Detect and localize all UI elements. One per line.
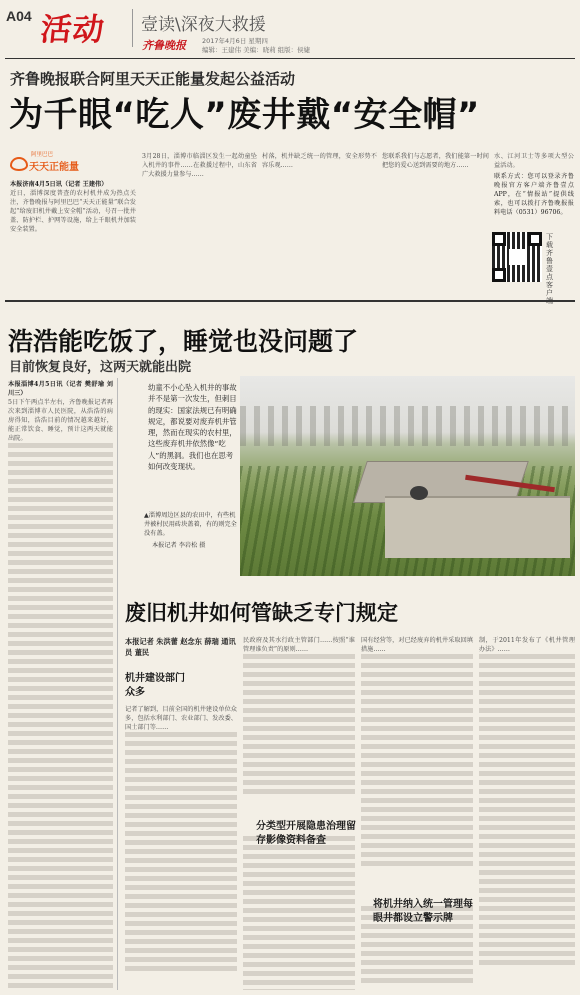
date-line: 2017年4月6日 星期四	[202, 37, 268, 45]
story1-col4-text: 您联系我们与志愿者，我们能第一时间把您的爱心送到需要的地方……	[382, 153, 489, 169]
logo-small-text: 阿里巴巴	[31, 152, 54, 158]
story1-byline: 本报济南4月5日讯（记者 王建伟）	[10, 181, 108, 188]
story3-col2-text: 民政府及其水行政主管部门……按照“谁管理谁负责”的原则……	[243, 637, 355, 653]
qr-caption: 下载齐鲁壹点客户	[546, 233, 553, 297]
story3-headline: 废旧机井如何管缺乏专门规定	[125, 601, 398, 625]
story2-headline: 浩浩能吃饭了，睡觉也没问题了	[8, 327, 359, 356]
news-photo	[240, 376, 575, 576]
feature-title: 壹读\深夜大救援	[141, 15, 266, 35]
story1-col5	[494, 152, 574, 232]
tiantian-logo	[10, 150, 79, 176]
masthead-divider	[132, 9, 133, 47]
story1-col3	[262, 152, 377, 282]
story2-col	[8, 380, 113, 990]
story3-col1-text: 记者了解到，目前全国的机井建设单位众多，包括水利部门、农业部门、发改委、国土部门等……	[125, 706, 237, 731]
story2-col-text: 5日下午两点半左右，齐鲁晚报记者再次来到淄博市人民医院，从浩浩的病房得知，浩浩目前的情况越来越好，能正常饮食、睡觉，预计这两天就能出院。	[8, 399, 113, 442]
photo-box-text: 幼童不小心坠入机井的事故并不是第一次发生，但刺目的现实：国家法规已有明确规定，都说要对废弃机井管理，然而在现实的农村里，这些废弃机井依然像“吃人”的黑洞。我们也在思考如何改变现状。	[148, 383, 237, 472]
alibaba-logo-icon	[10, 157, 28, 171]
story3-col4-text: 制，于2011年发布了《机井管理办法》……	[479, 637, 575, 653]
story1-col2-text: 3月28日，淄博市临淄区发生一起幼童坠入机井的事件……在救援过程中，山东省广大救援力量参与……	[142, 153, 257, 178]
editors-line: 编辑：王建伟 美编：晓莉 组版：侯婕	[202, 46, 311, 54]
story1-contact-text: 联系方式：您可以登录齐鲁晚报官方客户端齐鲁壹点APP，在“情报站”提供线索，也可以拨打齐鲁晚报报料电话（0531）96706。	[494, 173, 574, 216]
qr-code[interactable]	[492, 232, 542, 282]
story3-col3-text: 国有经营等，对已经废弃的机井采取回填措施……	[361, 637, 473, 653]
section-rule-1	[5, 300, 575, 302]
story1-col2	[142, 152, 257, 282]
story1-col1	[10, 180, 136, 290]
story3-sub3: 将机井纳入统一管理每眼井都设立警示牌	[373, 899, 473, 924]
page-number: A04	[6, 8, 32, 24]
story3-col1	[125, 705, 237, 990]
photo-caption: ▲淄博周边区县的农田中，有些机井被村民用砖块盖着，有的则完全没有盖。	[144, 512, 237, 537]
story2-byline: 本报淄博4月5日讯（记者 樊舒瑜 刘川三）	[8, 381, 113, 397]
photo-credit: 本报记者 李岩松 摄	[152, 542, 206, 549]
story3-byline: 本报记者 朱洪蕾 赵念东 薛瑞 通讯员 董民	[125, 637, 236, 657]
section-title: 活动	[38, 12, 107, 48]
story1-col4	[382, 152, 489, 282]
masthead-rule	[5, 58, 575, 59]
masthead	[0, 0, 580, 58]
story3-col3	[361, 636, 473, 990]
story3-sub2: 分类型开展隐患治理留存影像资料备查	[256, 821, 356, 846]
story2-subhead: 目前恢复良好，这两天就能出院	[9, 360, 192, 375]
story3-col4	[479, 636, 575, 990]
column-divider	[117, 378, 118, 990]
paper-name: 齐鲁晚报	[142, 39, 186, 52]
story1-headline: 为千眼“吃人”废井戴“安全帽”	[9, 95, 480, 135]
logo-text: 天天正能量	[29, 162, 79, 173]
story3-sub1: 机井建设部门众多	[125, 673, 185, 698]
story1-col5-text: 水、江河卫士等多项大型公益活动。	[494, 153, 574, 169]
story3-col2	[243, 636, 355, 990]
story1-col1-text: 近日，淄博深度普查的农村机井成为热点关注，齐鲁晚报与阿里巴巴“天天正能量”联合发起“给废旧机井戴上安全帽”活动，号召一批井盖、防护栏、护网等设施，给上千眼机井加装安全装置。	[10, 190, 136, 233]
story1-kicker: 齐鲁晚报联合阿里天天正能量发起公益活动	[10, 70, 296, 88]
story1-col3-text: 村落，机井缺乏统一的管理，安全形势不容乐观……	[262, 153, 377, 169]
photo-caption-box	[130, 512, 240, 552]
